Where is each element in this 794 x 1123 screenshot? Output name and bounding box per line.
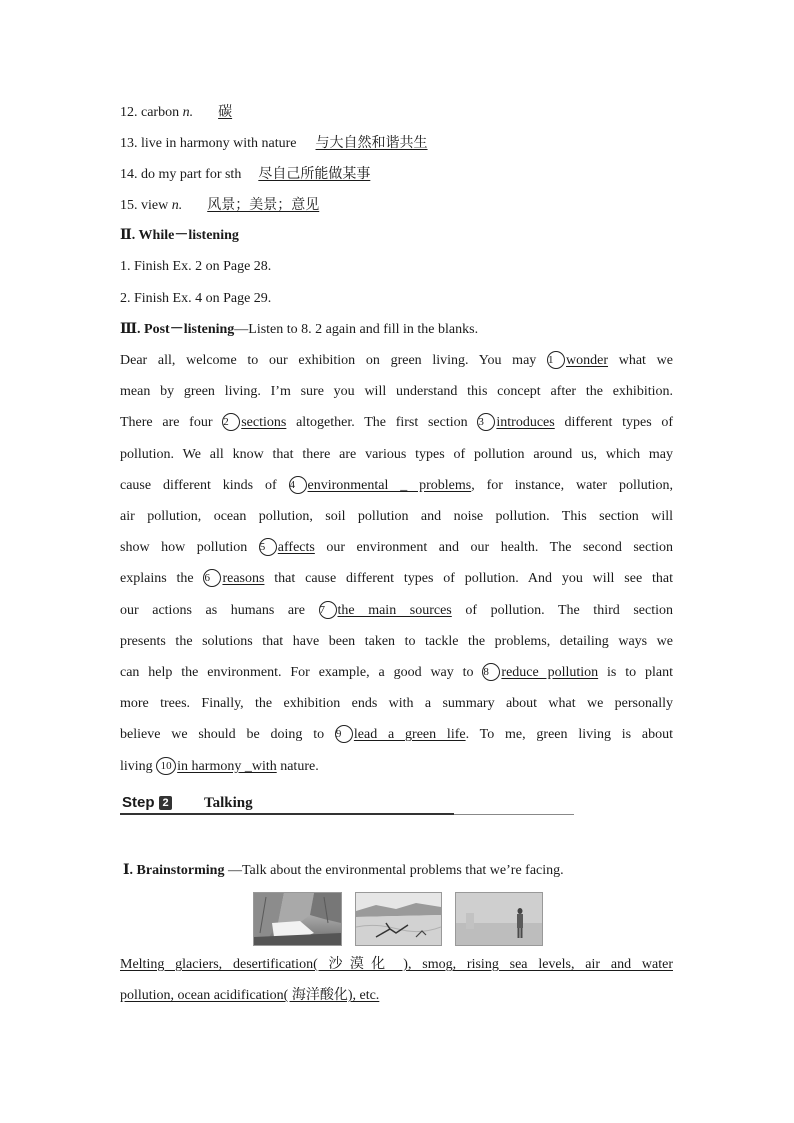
vocab-meaning: 风景；美景；意见 [207,197,320,213]
blank-number-7: 7 [319,601,337,619]
passage-text: altogether. The first section [286,415,468,430]
vocab-number: 14. [120,167,138,182]
blank-answer-2: sections [241,415,287,430]
vocab-term: do my part for sth [141,167,242,182]
passage-text: our actions as humans are [120,603,305,618]
passage-text: of pollution. The third section [451,603,673,618]
post-listening-heading: Ⅲ. Post－listening [120,322,235,337]
melting-glacier-photo [253,892,342,946]
blank-answer-4: environmental _ problems [307,478,472,493]
passage-text: cause different kinds of [120,478,277,493]
blank-number-5: 5 [259,538,277,556]
vocab-item-13 [120,133,428,154]
while-listening-heading: Ⅱ. While－listening [120,228,239,243]
passage-text: show how pollution [120,540,248,555]
step-title: Talking [204,795,253,811]
passage-text: that cause different types of pollution. And you will see that [264,571,673,586]
blank-number-10: 10 [156,757,176,775]
blank-answer-5: affects [277,540,315,555]
passage-line-14 [120,757,319,777]
while-listening-item-1: 1. Finish Ex. 2 on Page 28. [120,259,272,274]
vocab-item-14 [120,164,370,185]
vocab-number: 12. [120,105,138,120]
blank-number-1: 1 [547,351,565,369]
vocab-pos: n. [171,198,183,213]
step-divider-thin [454,814,574,815]
passage-line-10: presents the solutions that have been taken to tackle the problems, detailing ways we [120,634,673,649]
passage-text: , for instance, water pollution, [471,478,674,493]
step-number-badge: 2 [159,796,172,810]
passage-line-13 [120,725,673,745]
blank-number-6: 6 [203,569,221,587]
blank-answer-7: the main sources [337,603,452,618]
brainstorm-answer-line-1: Melting glaciers, desertification( 沙漠化 ), smog, rising sea levels, air and water [120,957,673,972]
passage-line-3 [120,413,673,433]
step-divider-bold [120,813,454,815]
blank-answer-8: reduce pollution [501,665,599,680]
brainstorm-answer-line-2: pollution, ocean acidification( 海洋酸化), etc. [120,988,380,1003]
passage-line-2: mean by green living. I’m sure you will understand this concept after the exhibition. [120,384,673,399]
blank-number-8: 8 [482,663,500,681]
vocab-pos: n. [182,105,194,120]
passage-line-9 [120,601,673,621]
vocab-meaning: 碳 [218,104,233,120]
passage-text: is to plant [598,665,673,680]
passage-line-12: more trees. Finally, the exhibition ends with a summary about what we personally [120,696,673,711]
blank-number-9: 9 [335,725,353,743]
passage-line-5 [120,476,673,496]
passage-text: different types of [554,415,674,430]
passage-text: Dear all, welcome to our exhibition on green living. You may [120,353,537,368]
blank-number-3: 3 [477,413,495,431]
blank-number-4: 4 [289,476,307,494]
passage-text: believe we should be doing to [120,727,325,742]
passage-line-6: air pollution, ocean pollution, soil pollution and noise pollution. This section will [120,509,673,524]
brainstorm-heading: Ⅰ. Brainstorming [123,863,225,878]
vocab-number: 15. [120,198,138,213]
passage-line-7 [120,538,673,558]
passage-text: living [120,759,153,774]
passage-line-8 [120,569,673,589]
blank-answer-6: reasons [222,571,265,586]
while-listening-item-2: 2. Finish Ex. 4 on Page 29. [120,291,272,306]
passage-text: our environment and our health. The second section [314,540,673,555]
vocab-number: 13. [120,136,138,151]
passage-text: There are four [120,415,213,430]
passage-text: can help the environment. For example, a good way to [120,665,474,680]
passage-line-4: pollution. We all know that there are various types of pollution around us, which may [120,447,673,462]
desert-photo [355,892,442,946]
vocab-term: carbon [141,105,180,120]
brainstorm-instruction: —Talk about the environmental problems that we’re facing. [224,863,564,878]
passage-text: what we [608,353,673,368]
passage-text: nature. [276,759,319,774]
post-listening-instruction: —Listen to 8. 2 again and fill in the blanks. [234,322,479,337]
passage-line-1 [120,351,673,371]
post-listening-heading-row [120,320,478,340]
passage-line-11 [120,663,673,683]
vocab-term: view [141,198,169,213]
vocab-item-12 [120,102,232,123]
vocab-meaning: 尽自己所能做某事 [258,166,371,182]
blank-answer-1: wonder [566,353,609,368]
passage-text: explains the [120,571,194,586]
blank-answer-9: lead a green life [353,727,466,742]
vocab-term: live in harmony with nature [141,136,297,151]
smog-photo [455,892,543,946]
blank-answer-10: in harmony _with [177,759,277,774]
passage-text: . To me, green living is about [465,727,674,742]
vocab-item-15 [120,195,319,216]
blank-answer-3: introduces [496,415,555,430]
step-header [120,793,574,815]
vocab-meaning: 与大自然和谐共生 [315,135,428,151]
brainstorm-row [123,861,564,881]
blank-number-2: 2 [222,413,240,431]
step-label: Step [122,794,155,811]
